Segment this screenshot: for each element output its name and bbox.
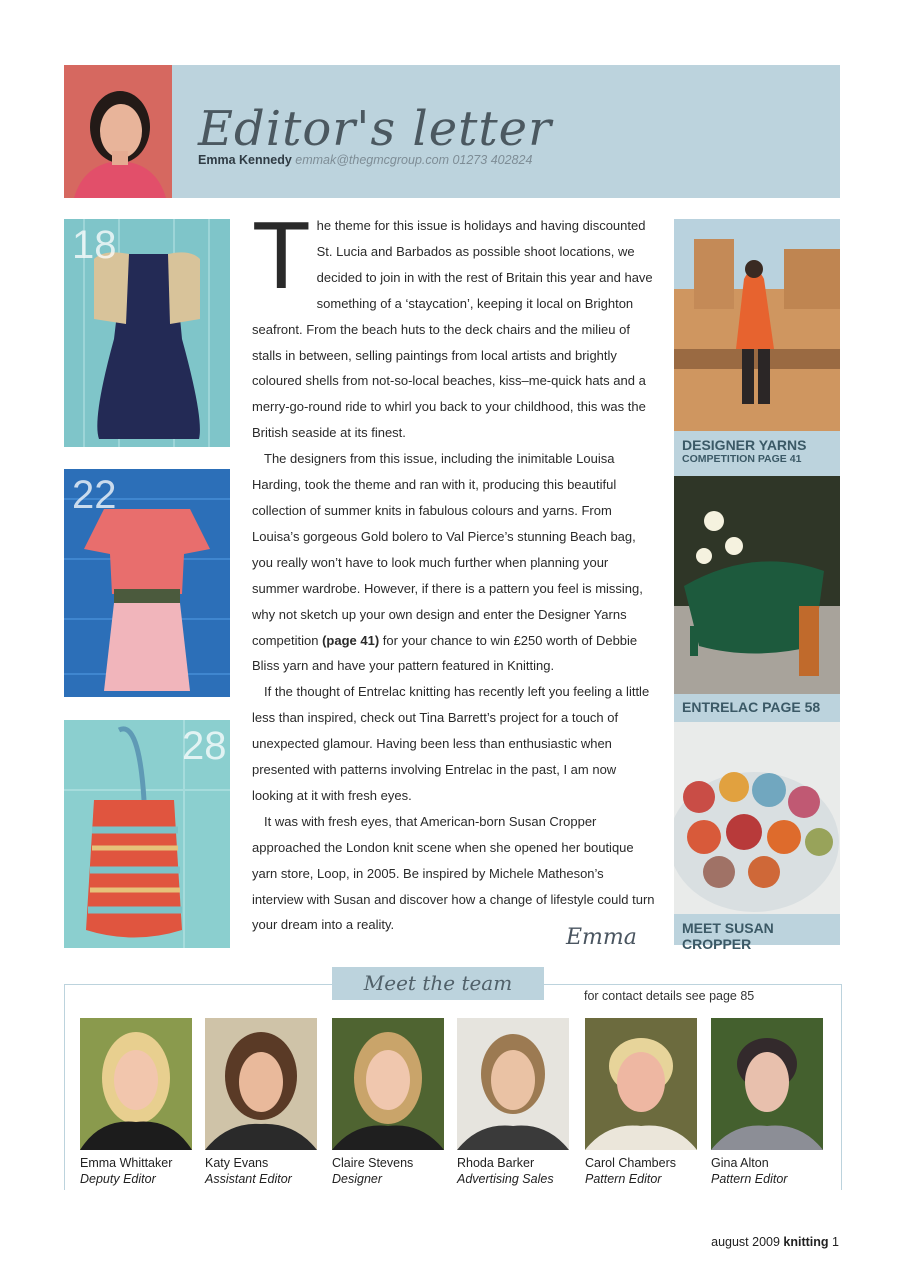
editor-portrait: [64, 65, 172, 198]
page-title: Editor's letter: [198, 101, 553, 157]
designer-yarns-photo[interactable]: [674, 219, 840, 441]
footer-magazine: knitting: [783, 1235, 829, 1249]
team-member: [457, 1018, 569, 1186]
letter-paragraph: The designers from this issue, including the inimitable Louisa Harding, took the theme and ran with it, producing this beautiful collection of summer knits in fabulous colours and yarns. From Louisa’s gorgeous Gold bolero to Val Pierce’s stunning Beach bag, you really won’t have to look much further when planning your summer wardrobe. However, if there is a pattern you feel is missing, why not sketch up your own design and enter the Designer Yarns competition (page 41) for your chance to win £250 worth of Debbie Bliss yarn and have your pattern featured in Knitting.: [252, 451, 643, 674]
team-member-role: Pattern Editor: [711, 1172, 788, 1186]
letter-paragraph: The theme for this issue is holidays and having discounted St. Lucia and Barbados as possible shoot locations, we decided to join in with the rest of Britain this year and have something of a ‘staycation’, keeping it local on Brighton seafront. From the beach huts to the deck chairs and the milieu of stalls in between, selling paintings from local artists and brightly coloured shells from not-so-local beaches, kiss–me-quick hats and a merry-go-round ride to whirl you back to your childhood, this was the British seaside at its finest.: [252, 202, 653, 441]
team-member-photo: [711, 1018, 823, 1150]
team-member-name: Katy Evans: [205, 1156, 269, 1170]
team-member-name: Claire Stevens: [332, 1156, 414, 1170]
team-heading: Meet the team: [332, 967, 544, 1000]
team-member: [332, 1018, 444, 1186]
team-member-role: Advertising Sales: [457, 1172, 554, 1186]
thumbnail-page-number: 28: [182, 724, 227, 768]
letter-paragraph: If the thought of Entrelac knitting has recently left you feeling a little less than inspired, check out Tina Barrett’s project for a touch of unexpected glamour. Having been less than enthusiastic when presented with patterns involving Entrelac in the past, I am now looking at it with fresh eyes.: [252, 684, 650, 803]
team-member-name: Gina Alton: [711, 1156, 769, 1170]
editor-byline: [198, 153, 532, 167]
thumbnail-page-18[interactable]: [64, 219, 230, 447]
entrelac-label[interactable]: ENTRELAC PAGE 58: [674, 694, 840, 722]
susan-cropper-photo[interactable]: [674, 722, 840, 914]
team-member: [80, 1018, 192, 1186]
editor-contact[interactable]: emmak@thegmcgroup.com 01273 402824: [295, 153, 533, 167]
editor-header: [64, 65, 840, 198]
drop-cap: T: [252, 202, 311, 309]
footer-issue: august 2009: [711, 1235, 780, 1249]
thumbnail-page-number: 18: [72, 223, 117, 267]
team-member: [585, 1018, 697, 1186]
team-member-name: Carol Chambers: [585, 1156, 677, 1170]
team-member: [711, 1018, 823, 1186]
thumbnail-page-28[interactable]: [64, 720, 230, 948]
team-member-role: Deputy Editor: [80, 1172, 156, 1186]
editor-letter-body: [252, 202, 655, 938]
editor-signature: Emma: [566, 925, 637, 950]
thumbnail-page-22[interactable]: [64, 469, 230, 697]
designer-yarns-label[interactable]: DESIGNER YARNS COMPETITION PAGE 41: [674, 431, 840, 476]
team-member-photo: [457, 1018, 569, 1150]
team-member-role: Pattern Editor: [585, 1172, 662, 1186]
team-member-name: Emma Whittaker: [80, 1156, 173, 1170]
team-member-photo: [585, 1018, 697, 1150]
thumbnail-page-number: 22: [72, 473, 117, 517]
entrelac-photo[interactable]: [674, 476, 840, 694]
page-reference: (page 41): [322, 632, 380, 648]
team-member-name: Rhoda Barker: [457, 1156, 535, 1170]
team-contact-note: for contact details see page 85: [584, 989, 755, 1003]
team-member-photo: [332, 1018, 444, 1150]
page-footer: [711, 1235, 839, 1249]
letter-paragraph: It was with fresh eyes, that American-born Susan Cropper approached the London knit scene when she opened her boutique yarn store, Loop, in 2005. Be inspired by Michele Matheson’s interview with Susan and discover how a change of lifestyle could turn your dream into a reality.: [252, 813, 655, 933]
susan-cropper-label[interactable]: MEET SUSAN CROPPER: [674, 914, 840, 945]
team-member-photo: [205, 1018, 317, 1150]
team-member-role: Designer: [332, 1172, 383, 1186]
editor-name: Emma Kennedy: [198, 153, 292, 167]
team-member: [205, 1018, 317, 1186]
footer-page-number: 1: [832, 1235, 839, 1249]
team-member-photo: [80, 1018, 192, 1150]
team-member-role: Assistant Editor: [205, 1172, 292, 1186]
